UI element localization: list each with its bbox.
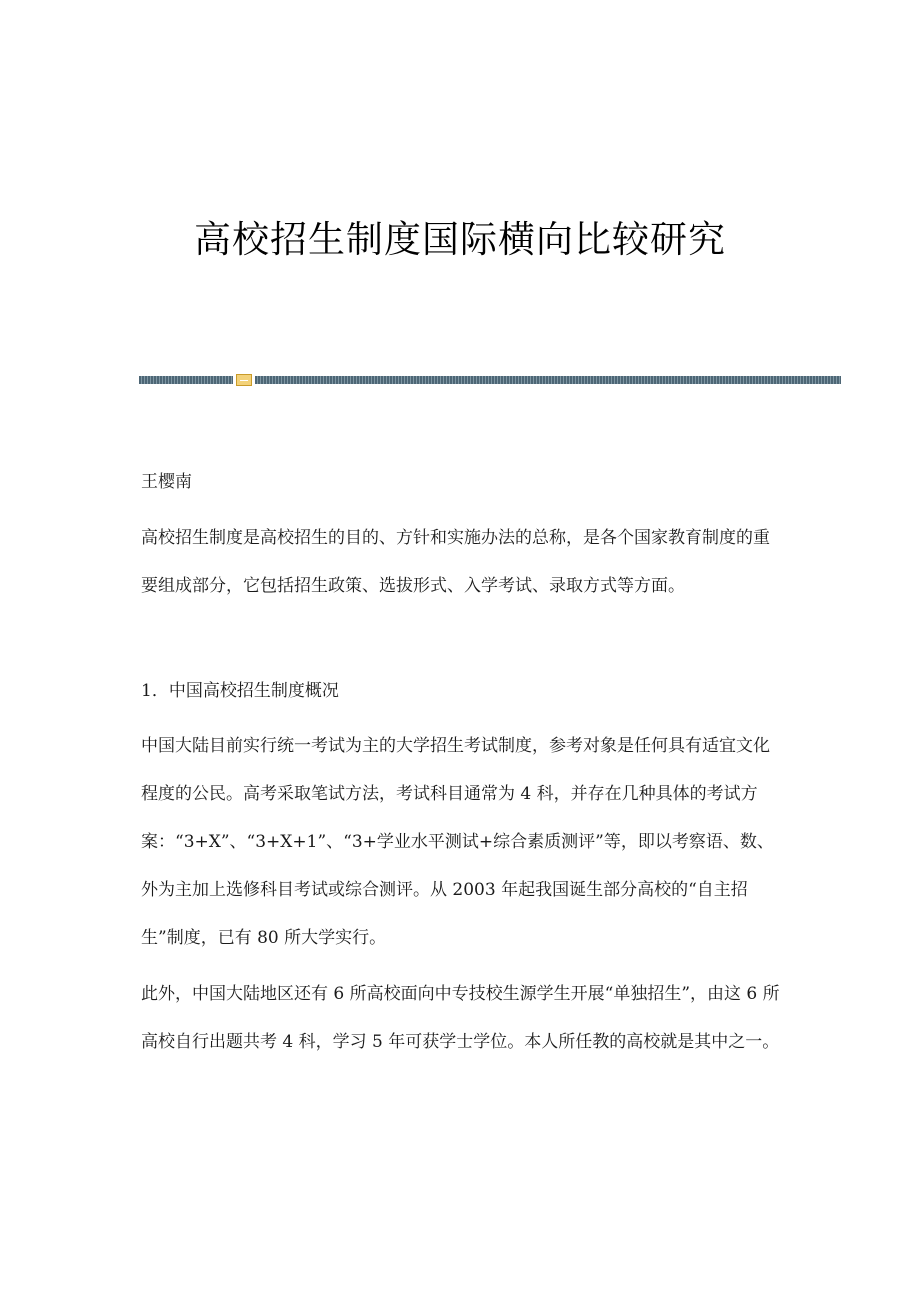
intro-paragraph: 高校招生制度是高校招生的目的、方针和实施办法的总称，是各个国家教育制度的重要组成部分，它包括招生政策、选拔形式、入学考试、录取方式等方面。 — [141, 528, 770, 596]
divider-bar-right — [255, 376, 841, 384]
body-paragraph-2: 此外，中国大陆地区还有 6 所高校面向中专技校生源学生开展“单独招生”，由这 6 所高校自行出题共考 4 科，学习 5 年可获学士学位。本人所任教的高校就是其中之一。 — [141, 984, 780, 1052]
divider-bar-left — [139, 376, 233, 384]
title-divider — [139, 374, 841, 386]
divider-emblem-icon — [236, 374, 252, 386]
document-title: 高校招生制度国际横向比较研究 — [194, 218, 726, 261]
author-name: 王樱南 — [141, 472, 192, 492]
section-heading: 1．中国高校招生制度概况 — [141, 681, 339, 701]
body-paragraph-1: 中国大陆目前实行统一考试为主的大学招生考试制度，参考对象是任何具有适宜文化程度的公民。高考采取笔试方法，考试科目通常为 4 科，并存在几种具体的考试方案：“3+X”、“3+X+1”、“3+学业水平测试+综合素质测评”等，即以考察语、数、外为主加上选修科目考试或综合测评。从 2003 年起我国诞生部分高校的“自主招生”制度，已有 80 所大学实行。 — [141, 736, 774, 948]
